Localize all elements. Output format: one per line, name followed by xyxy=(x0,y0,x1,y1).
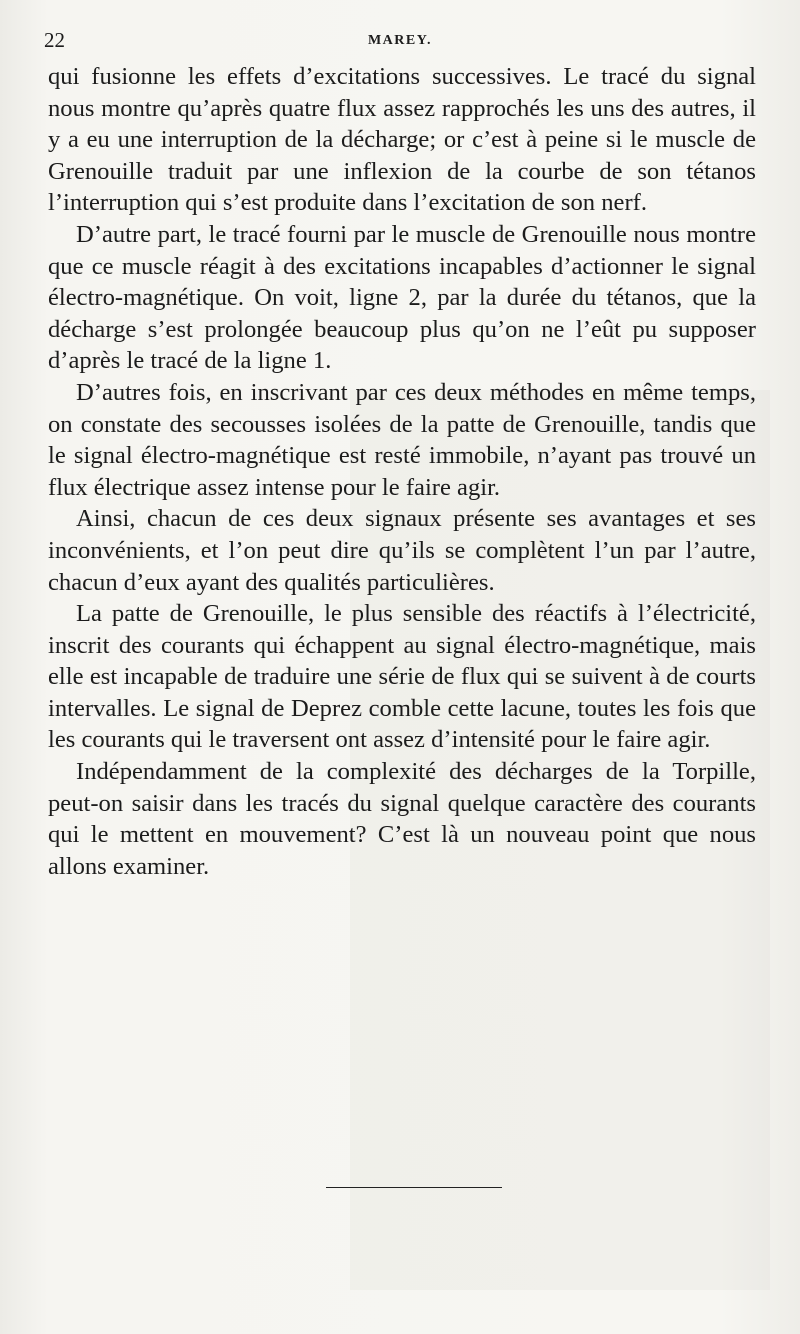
page-number: 22 xyxy=(44,28,65,52)
paragraph: D’autres fois, en inscrivant par ces deux méthodes en même temps, on constate des secousses isolées de la patte de Grenouille, tandis que le signal électro-magnétique est resté immobile, n’ayant pas trouvé un flux électrique assez intense pour le faire agir. xyxy=(48,378,756,501)
running-head: MAREY. xyxy=(367,33,433,48)
paragraph: Indépendamment de la complexité des décharges de la Torpille, peut-on saisir dans les tracés du signal quelque caractère des courants qui le mettent en mouvement? C’est là un nouveau point que nous allons examiner. xyxy=(48,758,756,880)
paragraph: D’autre part, le tracé fourni par le muscle de Grenouille nous montre que ce muscle réagit à des excitations incapables d’actionner le signal électro-magnétique. On voit, ligne 2, par la durée du tétanos, que la décharge s’est prolongée beaucoup plus qu’on ne l’eût pu supposer d’après le tracé de la ligne 1. xyxy=(48,220,756,375)
body-text xyxy=(48,61,756,882)
paragraph: La patte de Grenouille, le plus sensible des réactifs à l’électricité, inscrit des courants qui échappent au signal électro-magnétique, mais elle est incapable de traduire une série de flux qui se suivent à de courts intervalles. Le signal de Deprez comble cette lacune, toutes les fois que les courants qui le traversent ont assez d’intensité pour le faire agir. xyxy=(48,600,756,754)
paragraph-continuation: qui fusionne les effets d’excitations successives. Le tracé du signal nous montre qu’après quatre flux assez rapprochés les uns des autres, il y a eu une interruption de la décharge; or c’est à peine si le muscle de Grenouille traduit par une inflexion de la courbe de son tétanos l’interruption qui s’est produite dans l’excitation de son nerf. xyxy=(48,63,756,217)
paragraph: Ainsi, chacun de ces deux signaux présente ses avantages et ses inconvénients, et l’on peut dire qu’ils se complètent l’un par l’autre, chacun d’eux ayant des qualités particulières. xyxy=(48,505,756,596)
page-header xyxy=(44,28,756,54)
section-rule xyxy=(326,1187,502,1188)
